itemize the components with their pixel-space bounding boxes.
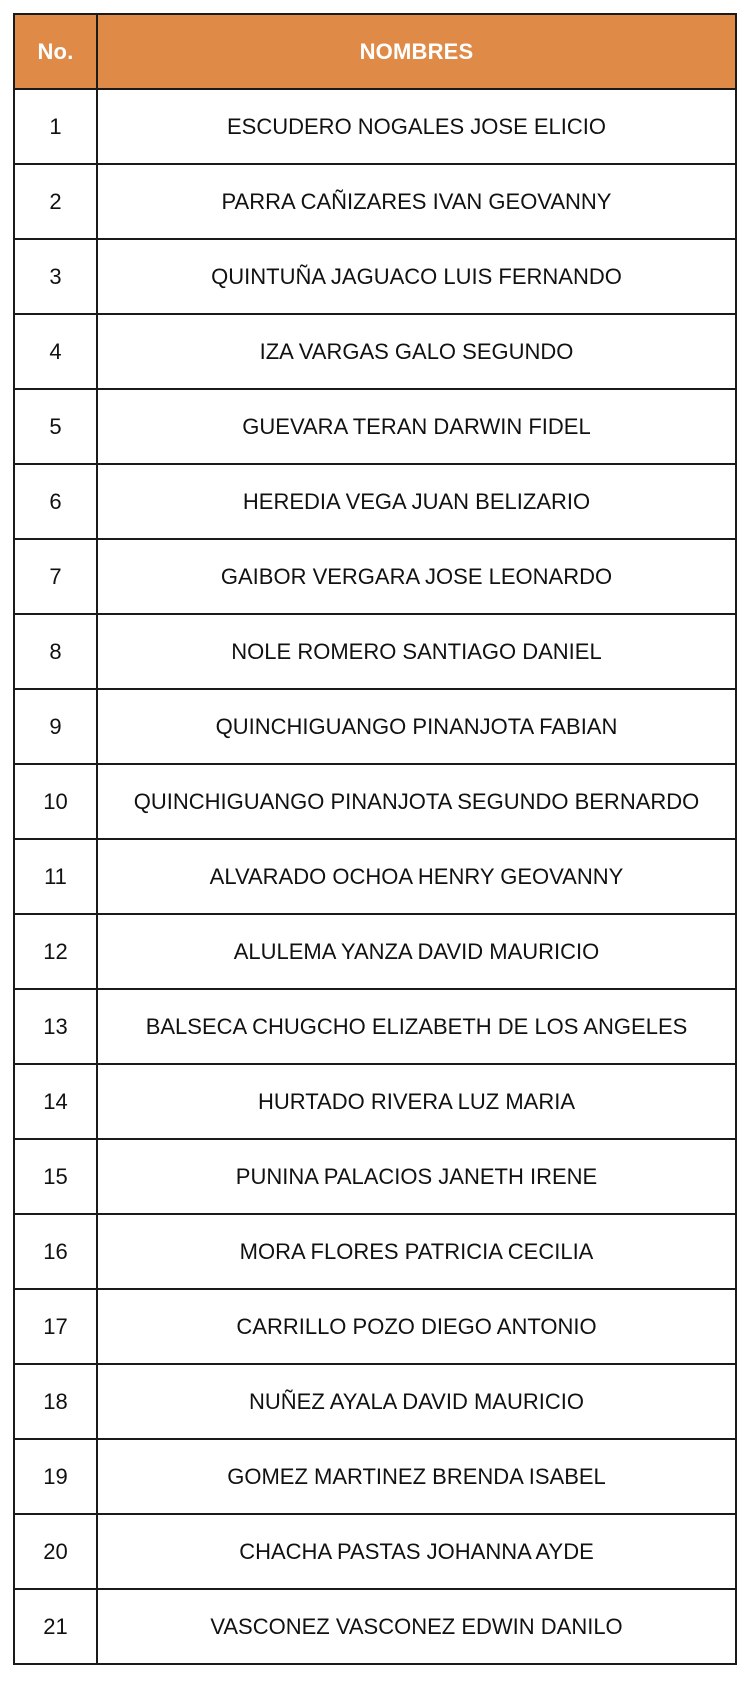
row-number: 5 [14,389,97,464]
row-name: ESCUDERO NOGALES JOSE ELICIO [97,89,736,164]
table-body [14,89,736,1664]
row-name: QUINCHIGUANGO PINANJOTA FABIAN [97,689,736,764]
table-row [14,539,736,614]
row-number: 3 [14,239,97,314]
table-row [14,839,736,914]
header-row [14,14,736,89]
table-row [14,314,736,389]
row-name: NUÑEZ AYALA DAVID MAURICIO [97,1364,736,1439]
row-number: 1 [14,89,97,164]
table-row [14,914,736,989]
row-name: IZA VARGAS GALO SEGUNDO [97,314,736,389]
table-row [14,989,736,1064]
row-name: QUINTUÑA JAGUACO LUIS FERNANDO [97,239,736,314]
table-row [14,1514,736,1589]
row-number: 7 [14,539,97,614]
row-number: 2 [14,164,97,239]
row-name: GUEVARA TERAN DARWIN FIDEL [97,389,736,464]
table-row [14,389,736,464]
row-name: BALSECA CHUGCHO ELIZABETH DE LOS ANGELES [97,989,736,1064]
row-number: 11 [14,839,97,914]
row-name: HURTADO RIVERA LUZ MARIA [97,1064,736,1139]
names-table [13,13,737,1665]
table-row [14,614,736,689]
table-row [14,764,736,839]
row-number: 6 [14,464,97,539]
row-name: CHACHA PASTAS JOHANNA AYDE [97,1514,736,1589]
table-row [14,1364,736,1439]
row-number: 10 [14,764,97,839]
row-name: PARRA CAÑIZARES IVAN GEOVANNY [97,164,736,239]
row-number: 14 [14,1064,97,1139]
table-row [14,1139,736,1214]
row-name: CARRILLO POZO DIEGO ANTONIO [97,1289,736,1364]
row-number: 15 [14,1139,97,1214]
table-header [14,14,736,89]
row-name: HEREDIA VEGA JUAN BELIZARIO [97,464,736,539]
row-number: 17 [14,1289,97,1364]
table-row [14,89,736,164]
column-header-number: No. [14,14,97,89]
row-name: GAIBOR VERGARA JOSE LEONARDO [97,539,736,614]
row-name: MORA FLORES PATRICIA CECILIA [97,1214,736,1289]
row-number: 4 [14,314,97,389]
row-number: 9 [14,689,97,764]
row-number: 21 [14,1589,97,1664]
row-name: ALULEMA YANZA DAVID MAURICIO [97,914,736,989]
table-row [14,239,736,314]
row-name: QUINCHIGUANGO PINANJOTA SEGUNDO BERNARDO [97,764,736,839]
row-name: ALVARADO OCHOA HENRY GEOVANNY [97,839,736,914]
row-number: 19 [14,1439,97,1514]
table-row [14,1439,736,1514]
table-row [14,164,736,239]
table-row [14,464,736,539]
row-number: 8 [14,614,97,689]
row-number: 12 [14,914,97,989]
row-number: 18 [14,1364,97,1439]
column-header-names: NOMBRES [97,14,736,89]
table-row [14,1064,736,1139]
table-row [14,1289,736,1364]
row-name: VASCONEZ VASCONEZ EDWIN DANILO [97,1589,736,1664]
row-number: 20 [14,1514,97,1589]
table-row [14,689,736,764]
row-number: 16 [14,1214,97,1289]
row-name: NOLE ROMERO SANTIAGO DANIEL [97,614,736,689]
table-row [14,1589,736,1664]
row-name: GOMEZ MARTINEZ BRENDA ISABEL [97,1439,736,1514]
table-row [14,1214,736,1289]
row-name: PUNINA PALACIOS JANETH IRENE [97,1139,736,1214]
row-number: 13 [14,989,97,1064]
